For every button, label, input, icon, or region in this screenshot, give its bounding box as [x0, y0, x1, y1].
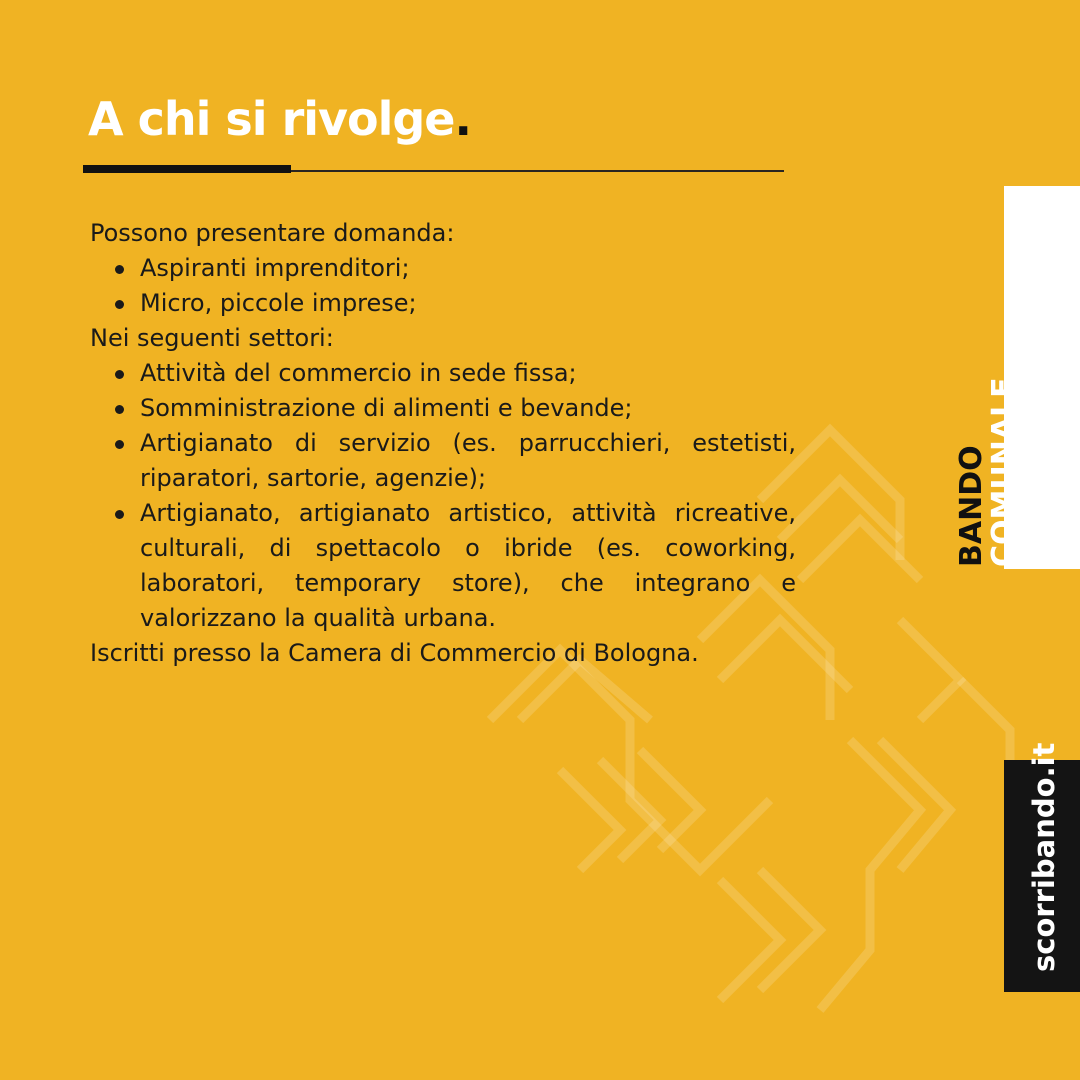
eligibility-text: [90, 216, 796, 671]
page-title-dot: .: [454, 92, 471, 146]
applicants-list: [90, 251, 796, 321]
list-item: Attività del commercio in sede fissa;: [90, 356, 796, 391]
list-item: Artigianato, artigianato artistico, attività ricreative, culturali, di spettacolo o ibride (es. coworking, laboratori, temporary store), che integrano e valorizzano la qualità urbana.: [90, 496, 796, 636]
bando-comunale-label: [956, 366, 1020, 567]
sectors-intro: Nei seguenti settori:: [90, 324, 334, 352]
list-item: Artigianato di servizio (es. parrucchieri, estetisti, riparatori, sartorie, agenzie);: [90, 426, 796, 496]
website-label: scorribando.it: [1027, 742, 1061, 972]
list-item: Micro, piccole imprese;: [90, 286, 796, 321]
page-title-text: A chi si rivolge: [88, 92, 455, 146]
list-item: Somministrazione di alimenti e bevande;: [90, 391, 796, 426]
title-underline-accent: [83, 165, 291, 173]
page-title: [88, 92, 471, 147]
list-item: Aspiranti imprenditori;: [90, 251, 796, 286]
label-line-comunale: COMUNALE.: [986, 365, 1021, 567]
applicants-intro: Possono presentare domanda:: [90, 219, 455, 247]
closing-note: Iscritti presso la Camera di Commercio di Bologna.: [90, 639, 699, 667]
label-line-bando: BANDO: [954, 445, 989, 567]
sectors-list: [90, 356, 796, 636]
